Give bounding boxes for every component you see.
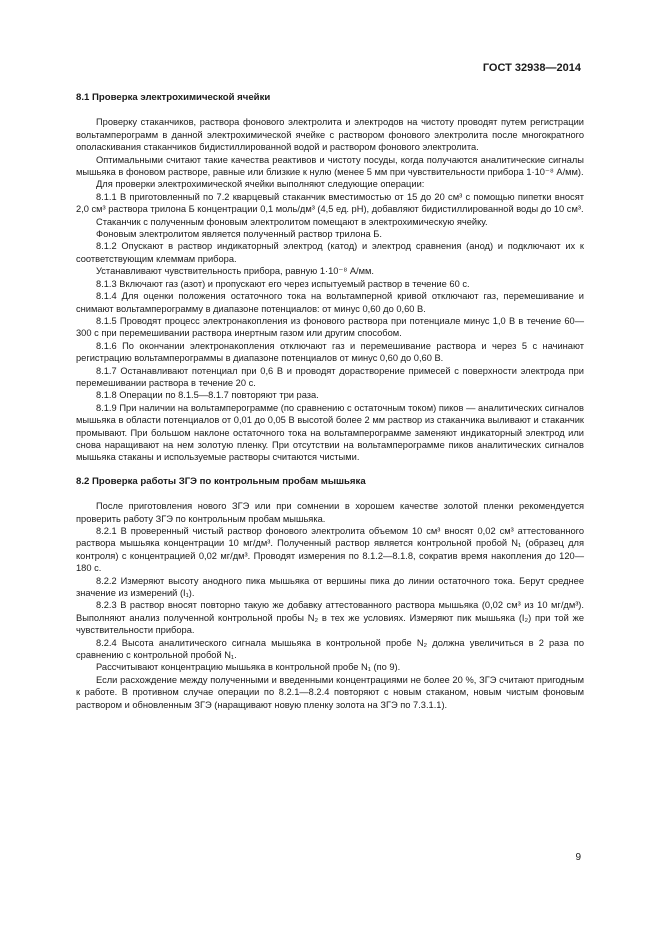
paragraph: 8.2.3 В раствор вносят повторно такую же добавку аттестованного раствора мышьяка (0,02 см³ из 10 мг/дм³). Выполняют анализ полученной контрольной пробы N₂ в тех же условиях. Измеряют пик мышьяка (I₂) при той же чувствительности прибора. (76, 600, 584, 636)
section-8-1-body (76, 116, 584, 463)
section-heading-8-1: 8.1 Проверка электрохимической ячейки (76, 92, 271, 103)
paragraph: 8.1.8 Операции по 8.1.5—8.1.7 повторяют три раза. (96, 390, 319, 401)
paragraph: 8.2.1 В проверенный чистый раствор фонового электролита объемом 10 см³ вносят 0,02 см³ аттестованного раствора мышьяка концентрации 10 мг/дм³. Полученный раствор является контрольной пробой N₁ (образец для контроля) с концентрацией 0,02 мг/дм³. Проводят измерения по 8.1.2—8.1.8, сократив время накопления до 120—180 с. (76, 526, 584, 574)
section-8-2-body (76, 500, 584, 711)
paragraph: 8.1.2 Опускают в раствор индикаторный электрод (катод) и электрод сравнения (анод) и подключают их к соответствующим клеммам прибора. (76, 241, 584, 264)
paragraph: Рассчитывают концентрацию мышьяка в контрольной пробе N₁ (по 9). (96, 662, 401, 673)
paragraph: Оптимальными считают такие качества реактивов и чистоту посуды, когда получаются аналитические сигналы мышьяка в фоновом растворе, равные или близкие к нулю (менее 5 мм при чувствительности прибора 1·10⁻⁸ А/мм). (76, 154, 584, 178)
paragraph: Если расхождение между полученными и введенными концентрациями не более 20 %, ЗГЭ считают пригодным к работе. В противном случае операции по 8.2.1—8.2.4 повторяют с новым стаканом, новым чистым фоновым раствором и обновленным ЗГЭ (наращивают новую пленку золота на ЗГЭ по 7.3.1.1). (76, 674, 584, 710)
paragraph: Для проверки электрохимической ячейки выполняют следующие операции: (96, 179, 425, 190)
paragraph: 8.1.3 Включают газ (азот) и пропускают его через испытуемый раствор в течение 60 с. (96, 278, 470, 289)
paragraph: 8.1.7 Останавливают потенциал при 0,6 В и проводят дорастворение примесей с поверхности электрода при перемешивании раствора в течение 20 с. (76, 365, 584, 388)
paragraph: 8.1.6 По окончании электронакопления отключают газ и перемешивание раствора и через 5 с начинают регистрацию вольтамперограммы в диапазоне потенциалов от минус 0,60 до 0,60 В. (76, 340, 584, 364)
standard-code: ГОСТ 32938—2014 (482, 62, 581, 74)
paragraph: 8.1.9 При наличии на вольтамперограмме (по сравнению с остаточным током) пиков — аналитических сигналов мышьяка в области потенциалов от 0,01 до 0,05 В высотой более 2 мм раствор из стаканчика выливают и стаканчик промывают. При большом наклоне остаточного тока на вольтамперограмме заменяют индикаторный электрод или снова наращивают на нем золотую пленку. При отсутствии на вольтамперограмме пиков аналитических сигналов мышьяка стаканы и используемые растворы считаются чистыми. (76, 402, 584, 463)
paragraph: Стаканчик с полученным фоновым электролитом помещают в электрохимическую ячейку. (96, 216, 488, 227)
paragraph: 8.1.5 Проводят процесс электронакопления из фонового раствора при потенциале минус 1,0 В в течение 60—300 с при перемешивании раствора инертным газом или другим способом. (76, 315, 584, 339)
document-body (76, 92, 584, 711)
paragraph: Проверку стаканчиков, раствора фонового электролита и электродов на чистоту проводят путем регистрации вольтамперограмм в данной электрохимической ячейке с раствором фонового электролита после многократного ополаскивания стаканчиков бидистиллированной водой и раствором фонового электролита. (76, 117, 584, 153)
paragraph: Устанавливают чувствительность прибора, равную 1·10⁻⁸ А/мм. (96, 266, 374, 277)
section-heading-8-2: 8.2 Проверка работы ЗГЭ по контрольным пробам мышьяка (76, 475, 366, 487)
paragraph: Фоновым электролитом является полученный раствор трилона Б. (96, 229, 382, 240)
paragraph: 8.2.4 Высота аналитического сигнала мышьяка в контрольной пробе N₂ должна увеличиться в 2 раза по сравнению с контрольной пробой N₁. (76, 637, 584, 661)
page-number: 9 (575, 852, 581, 863)
paragraph: 8.2.2 Измеряют высоту анодного пика мышьяка от вершины пика до линии остаточного тока. Берут среднее значение из измерений (I₁). (76, 575, 584, 599)
paragraph: 8.1.4 Для оценки положения остаточного тока на вольтамперной кривой отключают газ, перемешивание и снимают вольтамперограмму в диапазоне потенциалов: от минус 0,60 до 0,60 В. (76, 291, 584, 314)
paragraph: 8.1.1 В приготовленный по 7.2 кварцевый стаканчик вместимостью от 15 до 20 см³ с помощью пипетки вносят 2,0 см³ раствора трилона Б концентрации 0,1 моль/дм³ (4,5 ед. pH), добавляют бидистиллированной воды до 10 см³. (76, 191, 584, 215)
paragraph: После приготовления нового ЗГЭ или при сомнении в хорошем качестве золотой пленки рекомендуется проверить работу ЗГЭ по контрольным пробам мышьяка. (76, 501, 584, 524)
